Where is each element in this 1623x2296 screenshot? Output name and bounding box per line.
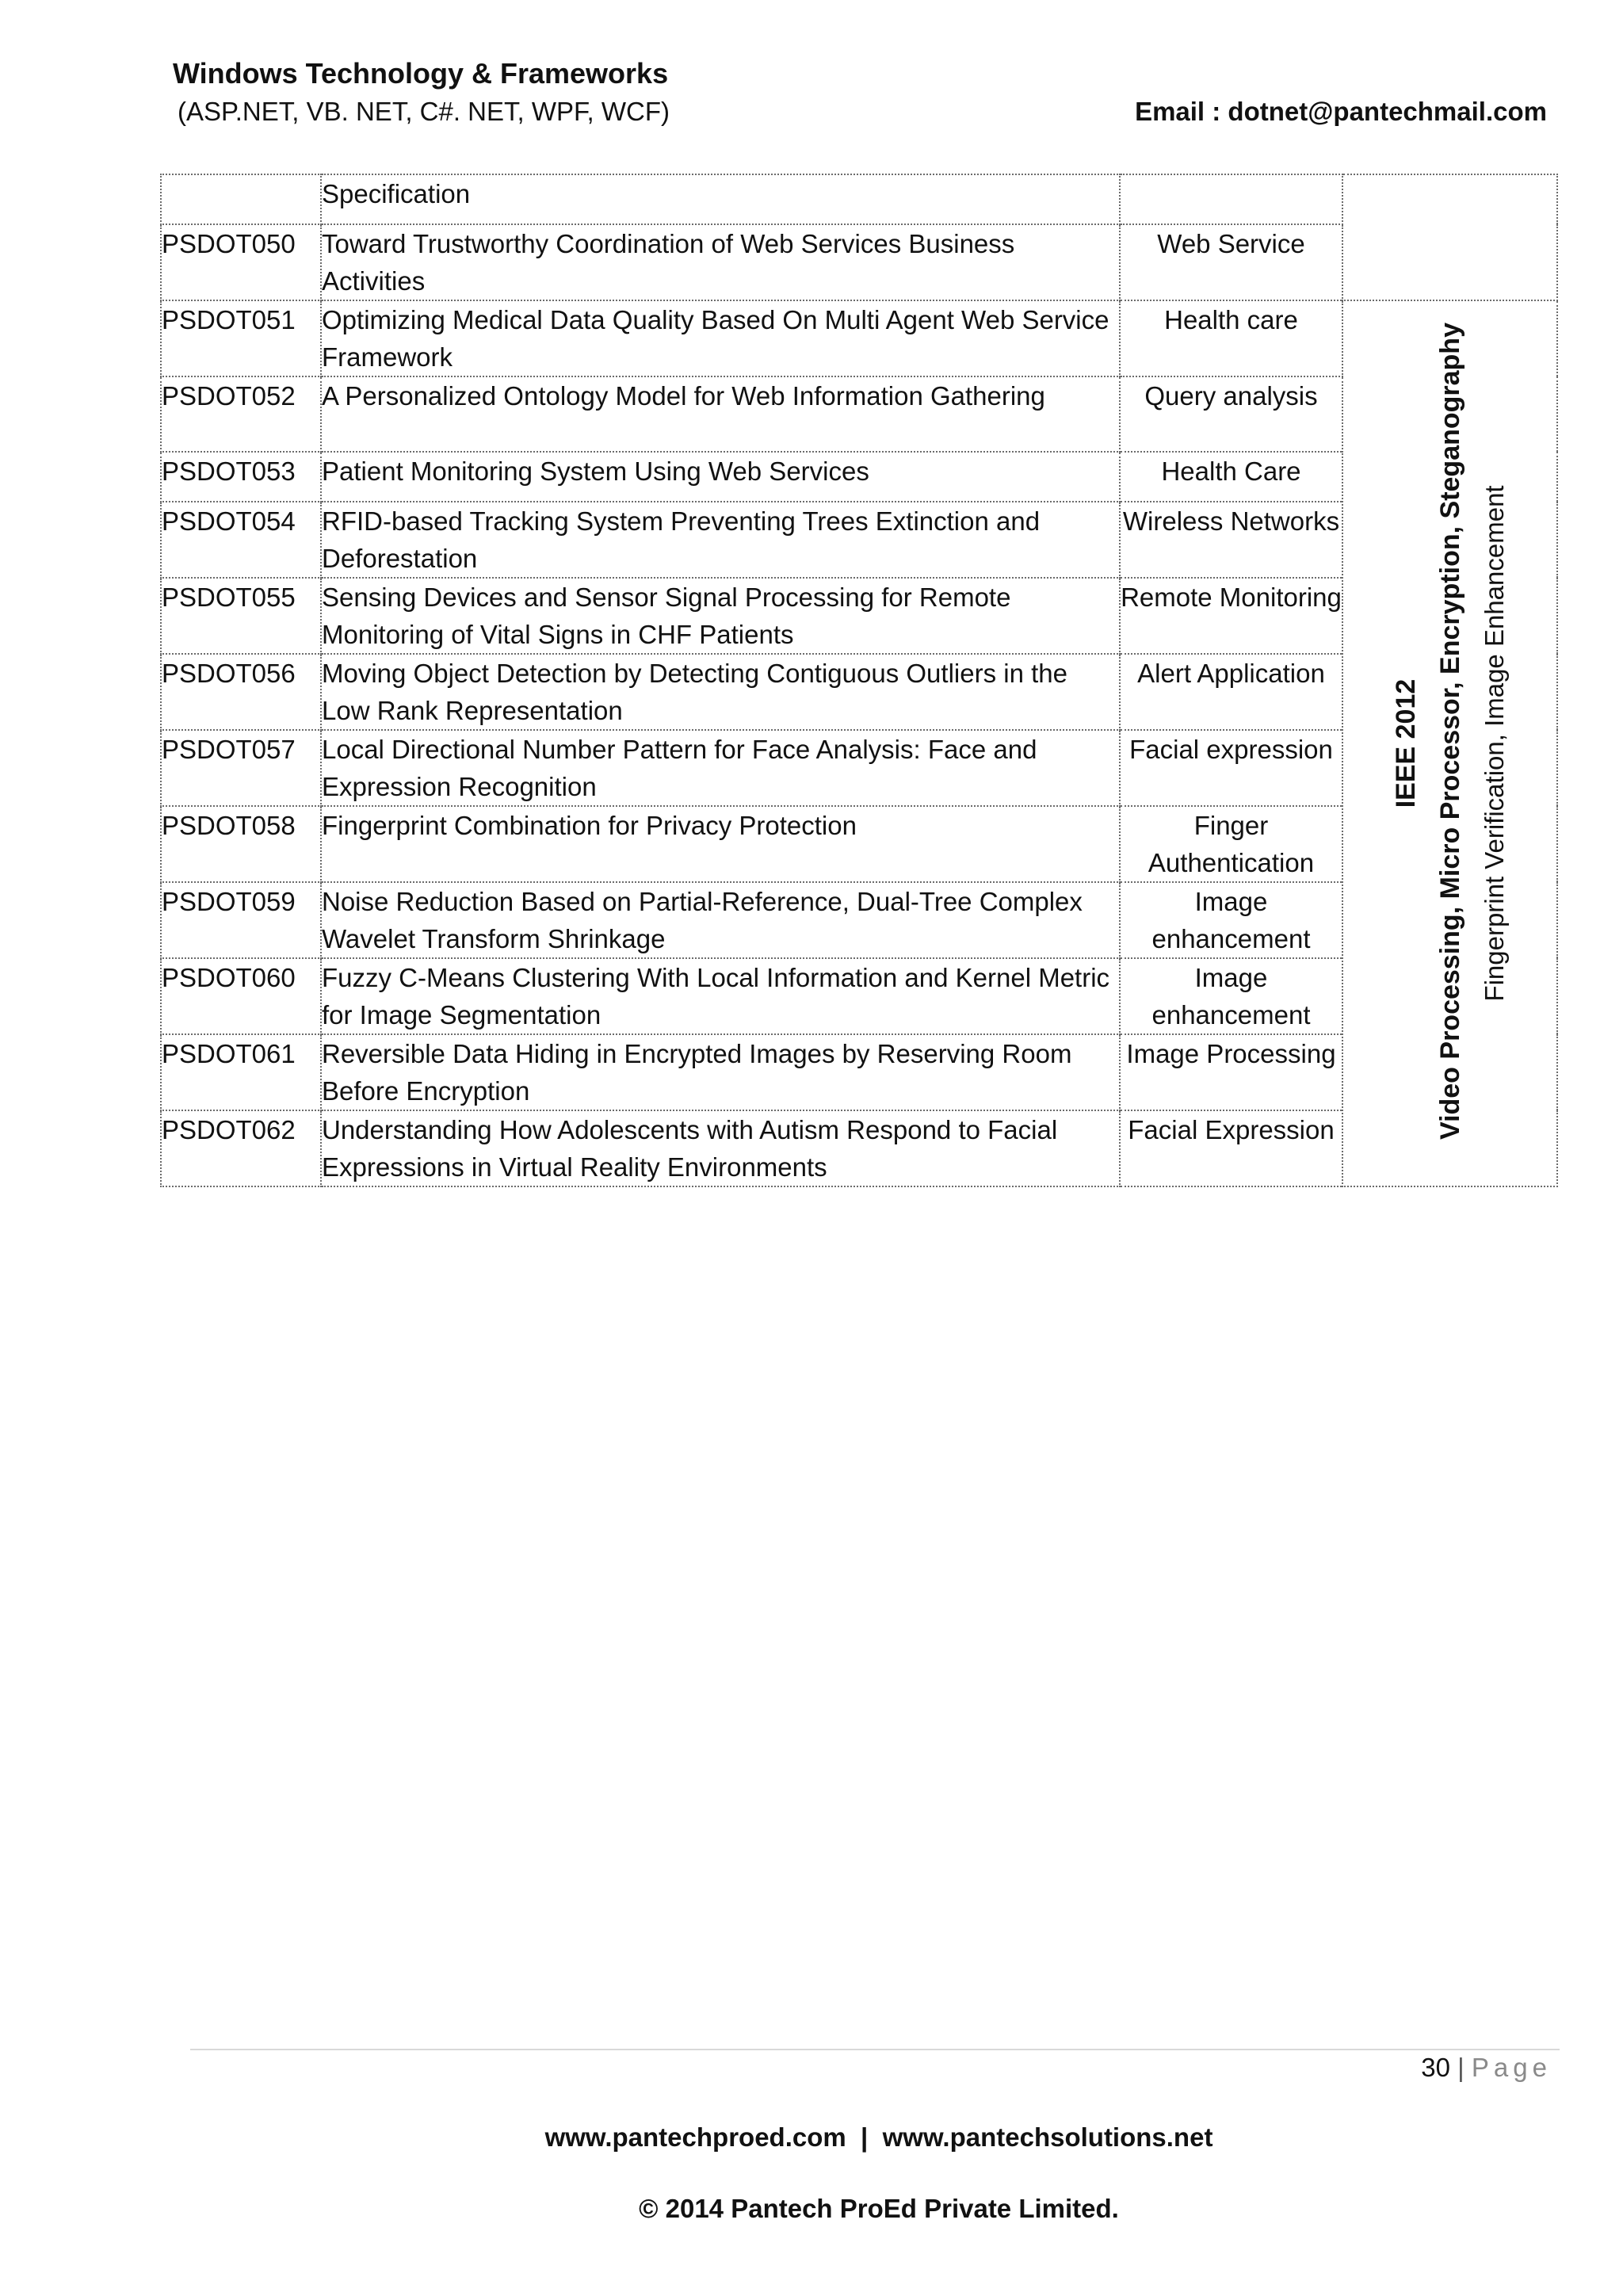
project-title: A Personalized Ontology Model for Web Information Gathering xyxy=(321,376,1120,452)
project-domain: Image Processing xyxy=(1120,1034,1342,1110)
page-number-separator: | xyxy=(1457,2053,1465,2082)
page-number-value: 30 xyxy=(1421,2053,1450,2082)
project-domain: Finger Authentication xyxy=(1120,806,1342,882)
project-domain: Web Service xyxy=(1120,224,1342,300)
project-domain: Remote Monitoring xyxy=(1120,578,1342,654)
project-code: PSDOT057 xyxy=(161,730,321,806)
project-domain: Image enhancement xyxy=(1120,958,1342,1034)
project-title: Understanding How Adolescents with Autism Respond to Facial Expressions in Virtual Reality Environments xyxy=(321,1110,1120,1186)
project-title: Moving Object Detection by Detecting Contiguous Outliers in the Low Rank Representation xyxy=(321,654,1120,730)
project-table xyxy=(160,174,1558,1187)
project-code: PSDOT058 xyxy=(161,806,321,882)
project-title: Reversible Data Hiding in Encrypted Images by Reserving Room Before Encryption xyxy=(321,1034,1120,1110)
project-domain xyxy=(1120,174,1342,224)
side-label-extra: Fingerprint Verification, Image Enhancement xyxy=(1479,485,1509,1002)
project-title: Patient Monitoring System Using Web Services xyxy=(321,452,1120,502)
project-domain: Health Care xyxy=(1120,452,1342,502)
project-domain: Health care xyxy=(1120,300,1342,376)
project-domain: Facial Expression xyxy=(1120,1110,1342,1186)
project-title: Optimizing Medical Data Quality Based On Multi Agent Web Service Framework xyxy=(321,300,1120,376)
project-title: RFID-based Tracking System Preventing Trees Extinction and Deforestation xyxy=(321,502,1120,578)
side-label-year: IEEE 2012 xyxy=(1390,678,1421,808)
footer-copyright: © 2014 Pantech ProEd Private Limited. xyxy=(639,2194,1119,2223)
project-title: Fingerprint Combination for Privacy Protection xyxy=(321,806,1120,882)
table-row xyxy=(161,300,1557,376)
category-side-label xyxy=(1384,323,1517,1140)
project-code: PSDOT060 xyxy=(161,958,321,1034)
project-domain: Alert Application xyxy=(1120,654,1342,730)
project-domain: Query analysis xyxy=(1120,376,1342,452)
category-side-cell xyxy=(1342,300,1557,1186)
header-email: Email : dotnet@pantechmail.com xyxy=(1135,97,1547,126)
page-number xyxy=(1421,2053,1552,2083)
project-code: PSDOT053 xyxy=(161,452,321,502)
project-domain: Facial expression xyxy=(1120,730,1342,806)
project-code: PSDOT062 xyxy=(161,1110,321,1186)
project-code: PSDOT055 xyxy=(161,578,321,654)
project-domain: Wireless Networks xyxy=(1120,502,1342,578)
header-title: Windows Technology & Frameworks xyxy=(173,57,669,90)
project-code: PSDOT051 xyxy=(161,300,321,376)
project-code: PSDOT059 xyxy=(161,882,321,958)
project-title: Fuzzy C-Means Clustering With Local Information and Kernel Metric for Image Segmentation xyxy=(321,958,1120,1034)
project-title: Specification xyxy=(321,174,1120,224)
project-domain: Image enhancement xyxy=(1120,882,1342,958)
project-code: PSDOT054 xyxy=(161,502,321,578)
page-word: Page xyxy=(1471,2053,1552,2082)
project-code: PSDOT050 xyxy=(161,224,321,300)
category-cell-empty xyxy=(1342,174,1557,300)
project-code: PSDOT061 xyxy=(161,1034,321,1110)
footer-websites: www.pantechproed.com | www.pantechsolutions.net xyxy=(544,2122,1213,2152)
table-row xyxy=(161,174,1557,224)
project-code xyxy=(161,174,321,224)
project-title: Sensing Devices and Sensor Signal Processing for Remote Monitoring of Vital Signs in CHF Patients xyxy=(321,578,1120,654)
project-code: PSDOT056 xyxy=(161,654,321,730)
footer-divider xyxy=(190,2049,1560,2050)
side-label-domains: Video Processing, Micro Processor, Encryption, Steganography xyxy=(1434,323,1465,1140)
project-title: Noise Reduction Based on Partial-Reference, Dual-Tree Complex Wavelet Transform Shrinkage xyxy=(321,882,1120,958)
project-title: Local Directional Number Pattern for Face Analysis: Face and Expression Recognition xyxy=(321,730,1120,806)
project-code: PSDOT052 xyxy=(161,376,321,452)
header-subtitle: (ASP.NET, VB. NET, C#. NET, WPF, WCF) xyxy=(178,97,670,126)
project-title: Toward Trustworthy Coordination of Web Services Business Activities xyxy=(321,224,1120,300)
